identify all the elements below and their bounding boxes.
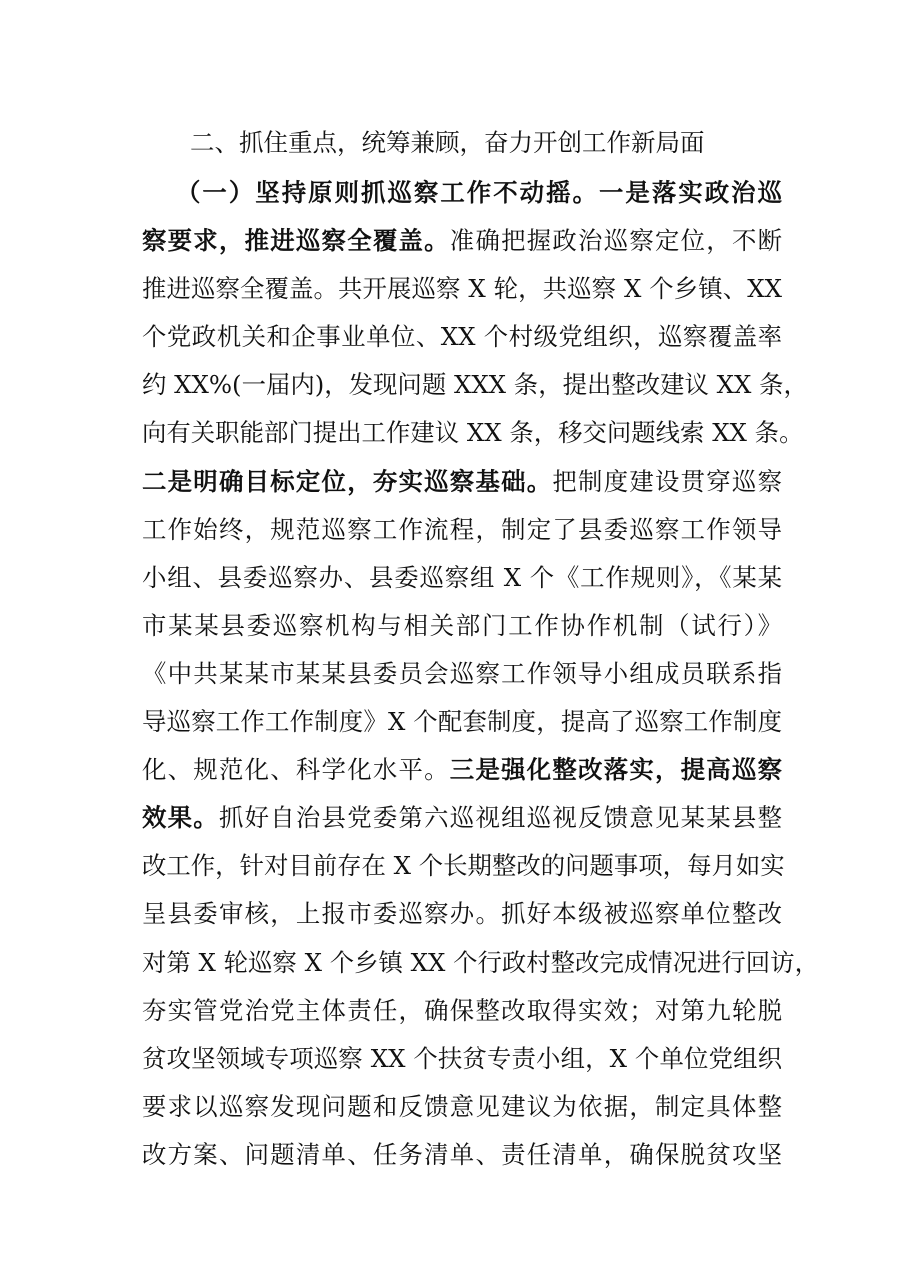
text-segment: 改方案、问题清单、任务清单、责任清单，确保脱贫攻坚 bbox=[142, 1139, 782, 1169]
text-segment: 《中共某某市某某县委员会巡察工作领导小组成员联系指 bbox=[142, 658, 782, 688]
text-line bbox=[142, 650, 782, 698]
bold-text-segment: 三是强化整改落实，提高巡察 bbox=[449, 755, 782, 785]
text-line bbox=[142, 602, 782, 650]
bold-text-segment: 察要求，推进巡察全覆盖。 bbox=[142, 226, 450, 256]
section-heading: 二、抓住重点，统筹兼顾，奋力开创工作新局面 bbox=[190, 128, 705, 157]
text-line bbox=[142, 554, 782, 602]
text-segment: 工作始终，规范巡察工作流程，制定了县委巡察工作领导 bbox=[142, 514, 782, 544]
text-segment: 把制度建设贯穿巡察 bbox=[552, 466, 782, 496]
text-line bbox=[142, 169, 782, 217]
text-segment: 贫攻坚领域专项巡察 XX 个扶贫专责小组，X 个单位党组织 bbox=[142, 1043, 782, 1073]
text-segment: 导巡察工作工作制度》X 个配套制度，提高了巡察工作制度 bbox=[142, 707, 782, 737]
text-line bbox=[142, 987, 782, 1035]
text-segment: 推进巡察全覆盖。共开展巡察 X 轮，共巡察 X 个乡镇、XX bbox=[142, 274, 782, 304]
text-segment: 要求以巡察发现问题和反馈意见建议为依据，制定具体整 bbox=[142, 1091, 782, 1121]
text-line bbox=[142, 506, 782, 554]
text-segment: 呈县委审核，上报市委巡察办。抓好本级被巡察单位整改 bbox=[142, 899, 782, 929]
text-segment: 改工作，针对目前存在 X 个长期整改的问题事项，每月如实 bbox=[142, 851, 785, 881]
text-segment: 准确把握政治巡察定位，不断 bbox=[449, 226, 782, 256]
bold-text-segment: 效果。 bbox=[142, 803, 219, 833]
text-segment: 向有关职能部门提出工作建议 XX 条，移交问题线索 XX 条。 bbox=[142, 418, 804, 448]
text-line bbox=[142, 217, 782, 265]
text-line bbox=[142, 458, 782, 506]
text-line bbox=[142, 265, 782, 313]
text-segment: 夯实管党治党主体责任，确保整改取得实效；对第九轮脱 bbox=[142, 995, 782, 1025]
body-paragraph bbox=[142, 169, 819, 1179]
text-line bbox=[142, 1083, 782, 1131]
text-line bbox=[142, 361, 808, 409]
text-line bbox=[142, 313, 782, 361]
text-segment: 化、规范化、科学化水平。 bbox=[142, 755, 450, 785]
text-segment: 抓好自治县党委第六巡视组巡视反馈意见某某县整 bbox=[218, 803, 782, 833]
bold-text-segment: 二是明确目标定位，夯实巡察基础。 bbox=[142, 466, 553, 496]
text-segment: 约 XX%(一届内)，发现问题 XXX 条，提出整改建议 XX 条， bbox=[142, 370, 808, 400]
text-segment: 小组、县委巡察办、县委巡察组 X 个《工作规则》，《某某 bbox=[142, 562, 782, 592]
bold-text-segment: （一）坚持原则抓巡察工作不动摇。一是落实政治巡 bbox=[176, 178, 782, 207]
text-line bbox=[142, 890, 782, 938]
text-line bbox=[142, 1035, 782, 1083]
text-line bbox=[142, 794, 782, 842]
text-line bbox=[142, 1131, 782, 1179]
text-segment: 个党政机关和企事业单位、XX 个村级党组织，巡察覆盖率 bbox=[142, 322, 782, 352]
text-line bbox=[142, 842, 785, 890]
text-line bbox=[142, 939, 819, 987]
text-segment: 市某某县委巡察机构与相关部门工作协作机制（试行）》 bbox=[142, 610, 782, 640]
text-segment: 对第 X 轮巡察 X 个乡镇 XX 个行政村整改完成情况进行回访， bbox=[142, 947, 819, 977]
text-line bbox=[142, 746, 782, 794]
text-line bbox=[142, 409, 804, 457]
text-line bbox=[142, 698, 782, 746]
